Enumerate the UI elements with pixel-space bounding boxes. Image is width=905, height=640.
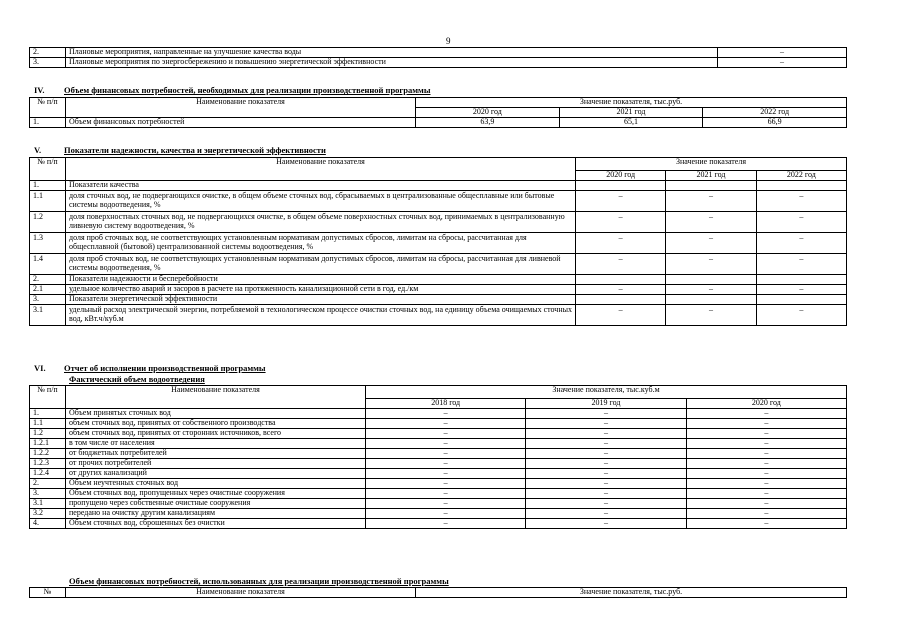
row-value: –	[686, 419, 846, 429]
row-value: –	[526, 439, 686, 449]
row-value: –	[686, 509, 846, 519]
row-value: –	[526, 479, 686, 489]
row-name: доля проб сточных вод, не соответствующих установленным нормативам допустимых сбросов, лимитам на сбросы, рассчитанная для ливневой системы водоотведения, %	[66, 254, 576, 275]
row-value: –	[526, 419, 686, 429]
header-num: № п/п	[30, 158, 66, 181]
table-row	[30, 409, 847, 419]
section-4	[29, 86, 847, 128]
row-name: Показатели надежности и бесперебойности	[66, 275, 576, 285]
row-value: –	[686, 489, 846, 499]
year-header: 2018 год	[366, 399, 526, 409]
row-num: 1.	[30, 118, 66, 128]
table-row	[30, 191, 847, 212]
row-name: Объем сточных вод, сброшенных без очистки	[66, 519, 366, 529]
table-row	[30, 439, 847, 449]
row-num: 3.	[30, 58, 66, 68]
row-value: –	[526, 449, 686, 459]
row-value: –	[526, 509, 686, 519]
row-value: 65,1	[559, 118, 703, 128]
row-value: –	[366, 449, 526, 459]
row-name: удельное количество аварий и засоров в расчете на протяженность канализационной сети в год, ед./км	[66, 285, 576, 295]
row-value: –	[666, 254, 756, 275]
header-value: Значение показателя	[576, 158, 847, 171]
row-value: –	[576, 212, 666, 233]
row-value	[576, 181, 666, 191]
table-row	[30, 469, 847, 479]
row-value	[666, 295, 756, 305]
header-name: Наименование показателя	[66, 588, 416, 598]
header-num: № п/п	[30, 98, 66, 118]
row-name: от бюджетных потребителей	[66, 449, 366, 459]
row-num: 3.2	[30, 509, 66, 519]
row-value: 63,9	[416, 118, 560, 128]
header-name: Наименование показателя	[66, 98, 416, 118]
section-6	[29, 364, 847, 529]
section-6-heading: VI. Отчет об исполнении производственной программы	[34, 363, 266, 373]
row-value: –	[756, 191, 846, 212]
row-value: –	[526, 429, 686, 439]
table-row	[30, 479, 847, 489]
row-num: 1.	[30, 181, 66, 191]
row-value	[576, 295, 666, 305]
row-value: –	[756, 305, 846, 326]
row-num: 2.1	[30, 285, 66, 295]
row-value: –	[666, 212, 756, 233]
row-value: –	[686, 519, 846, 529]
row-value: –	[686, 479, 846, 489]
year-header: 2020 год	[576, 171, 666, 181]
row-num: 2.	[30, 275, 66, 285]
row-num: 2.	[30, 479, 66, 489]
row-value: –	[756, 254, 846, 275]
section-7	[29, 577, 847, 598]
year-header: 2021 год	[559, 108, 703, 118]
row-value: –	[718, 58, 847, 68]
header-num: № п/п	[30, 386, 66, 409]
row-num: 1.3	[30, 233, 66, 254]
row-value	[756, 275, 846, 285]
row-value: –	[366, 439, 526, 449]
table-row	[30, 118, 847, 128]
table-row	[30, 499, 847, 509]
top-measures-table-block	[29, 47, 847, 68]
header-value: Значение показателя, тыс.куб.м	[366, 386, 847, 399]
year-header: 2019 год	[526, 399, 686, 409]
year-header: 2020 год	[686, 399, 846, 409]
table-row	[30, 233, 847, 254]
table-row	[30, 181, 847, 191]
row-value: –	[666, 305, 756, 326]
row-value: –	[756, 285, 846, 295]
row-num: 1.1	[30, 419, 66, 429]
year-header: 2020 год	[416, 108, 560, 118]
table-row	[30, 295, 847, 305]
table-row	[30, 519, 847, 529]
row-num: 3.1	[30, 305, 66, 326]
row-value: –	[526, 409, 686, 419]
row-value: –	[366, 479, 526, 489]
table-row	[30, 212, 847, 233]
section-4-heading: IV. Объем финансовых потребностей, необходимых для реализации производственной программы	[34, 85, 431, 95]
row-value: –	[366, 459, 526, 469]
section-5	[29, 146, 847, 326]
row-value: –	[526, 519, 686, 529]
row-value: –	[366, 409, 526, 419]
row-name: доля проб сточных вод, не соответствующих установленным нормативам допустимых сбросов, лимитам на сбросы, рассчитанная для общесплавной (бытовой) централизованной системы водоотведения, %	[66, 233, 576, 254]
finance-used-table	[29, 587, 847, 598]
row-num: 1.1	[30, 191, 66, 212]
row-num: 1.2.1	[30, 439, 66, 449]
year-header: 2022 год	[703, 108, 847, 118]
row-value	[666, 181, 756, 191]
row-name: Объем принятых сточных вод	[66, 409, 366, 419]
row-value	[756, 181, 846, 191]
row-value: –	[526, 459, 686, 469]
row-value: –	[686, 449, 846, 459]
row-value: 66,9	[703, 118, 847, 128]
row-num: 1.4	[30, 254, 66, 275]
header-name: Наименование показателя	[66, 158, 576, 181]
row-value: –	[686, 469, 846, 479]
row-value: –	[366, 469, 526, 479]
table-row	[30, 275, 847, 285]
row-value: –	[366, 509, 526, 519]
row-name: объем сточных вод, принятых от сторонних источников, всего	[66, 429, 366, 439]
finance-needs-table	[29, 97, 847, 128]
row-value	[756, 295, 846, 305]
section-5-heading: V. Показатели надежности, качества и энергетической эффективности	[34, 145, 326, 155]
row-value: –	[576, 191, 666, 212]
row-num: 1.2.2	[30, 449, 66, 459]
table-row	[30, 509, 847, 519]
reliability-indicators-table	[29, 157, 847, 326]
row-num: 1.2	[30, 212, 66, 233]
row-value: –	[526, 489, 686, 499]
row-value: –	[666, 233, 756, 254]
row-value: –	[686, 429, 846, 439]
row-name: Показатели качества	[66, 181, 576, 191]
row-value: –	[366, 429, 526, 439]
row-value: –	[366, 489, 526, 499]
row-name: пропущено через собственные очистные сооружения	[66, 499, 366, 509]
header-value: Значение показателя, тыс.руб.	[416, 98, 847, 108]
row-value: –	[686, 409, 846, 419]
table-row	[30, 48, 847, 58]
row-num: 3.	[30, 295, 66, 305]
row-name: Объем неучтенных сточных вод	[66, 479, 366, 489]
row-name: Плановые мероприятия по энергосбережению и повышению энергетической эффективности	[66, 58, 718, 68]
row-value: –	[526, 469, 686, 479]
page-number: 9	[446, 36, 451, 46]
row-name: от других канализаций	[66, 469, 366, 479]
wastewater-volume-table	[29, 385, 847, 529]
year-header: 2022 год	[756, 171, 846, 181]
row-value: –	[686, 499, 846, 509]
row-num: 2.	[30, 48, 66, 58]
row-value: –	[686, 439, 846, 449]
row-num: 3.	[30, 489, 66, 499]
row-value: –	[756, 233, 846, 254]
row-value	[576, 275, 666, 285]
table-row	[30, 285, 847, 295]
row-value: –	[366, 499, 526, 509]
table-row	[30, 489, 847, 499]
row-value: –	[576, 285, 666, 295]
top-measures-table	[29, 47, 847, 68]
row-value: –	[576, 254, 666, 275]
header-num: №	[30, 588, 66, 598]
row-value: –	[576, 233, 666, 254]
row-num: 1.2.3	[30, 459, 66, 469]
row-name: передано на очистку другим канализациям	[66, 509, 366, 519]
header-value: Значение показателя, тыс.руб.	[416, 588, 847, 598]
row-name: Объем сточных вод, пропущенных через очистные сооружения	[66, 489, 366, 499]
row-num: 1.2	[30, 429, 66, 439]
row-num: 1.	[30, 409, 66, 419]
row-name: объем сточных вод, принятых от собственного производства	[66, 419, 366, 429]
row-value: –	[366, 519, 526, 529]
row-name: Показатели энергетической эффективности	[66, 295, 576, 305]
row-value: –	[718, 48, 847, 58]
table-row	[30, 254, 847, 275]
row-name: от прочих потребителей	[66, 459, 366, 469]
row-value: –	[756, 212, 846, 233]
row-name: доля поверхностных сточных вод, не подвергающихся очистке, в общем объеме поверхностных сточных вод, принимаемых в централизованную ливневую систему водоотведения, %	[66, 212, 576, 233]
section-7-heading: Объем финансовых потребностей, использованных для реализации производственной программы	[69, 576, 449, 586]
row-name: удельный расход электрической энергии, потребляемой в технологическом процессе очистки сточных вод, на единицу объема очищаемых сточных вод, кВт.ч/куб.м	[66, 305, 576, 326]
table-row	[30, 58, 847, 68]
row-name: доля сточных вод, не подвергающихся очистке, в общем объеме сточных вод, сбрасываемых в централизованные общесплавные или бытовые системы водоотведения, %	[66, 191, 576, 212]
row-value: –	[576, 305, 666, 326]
row-value: –	[666, 285, 756, 295]
row-num: 1.2.4	[30, 469, 66, 479]
row-value: –	[686, 459, 846, 469]
table-row	[30, 459, 847, 469]
table-row	[30, 429, 847, 439]
table-row	[30, 449, 847, 459]
row-value: –	[366, 419, 526, 429]
row-num: 3.1	[30, 499, 66, 509]
row-name: Плановые мероприятия, направленные на улучшение качества воды	[66, 48, 718, 58]
table-row	[30, 305, 847, 326]
row-name: Объем финансовых потребностей	[66, 118, 416, 128]
row-name: в том числе от населения	[66, 439, 366, 449]
row-value: –	[666, 191, 756, 212]
row-value: –	[526, 499, 686, 509]
header-name: Наименование показателя	[66, 386, 366, 409]
row-value	[666, 275, 756, 285]
row-num: 4.	[30, 519, 66, 529]
year-header: 2021 год	[666, 171, 756, 181]
section-6-subtitle: Фактический объем водоотведения	[69, 374, 205, 384]
table-row	[30, 419, 847, 429]
